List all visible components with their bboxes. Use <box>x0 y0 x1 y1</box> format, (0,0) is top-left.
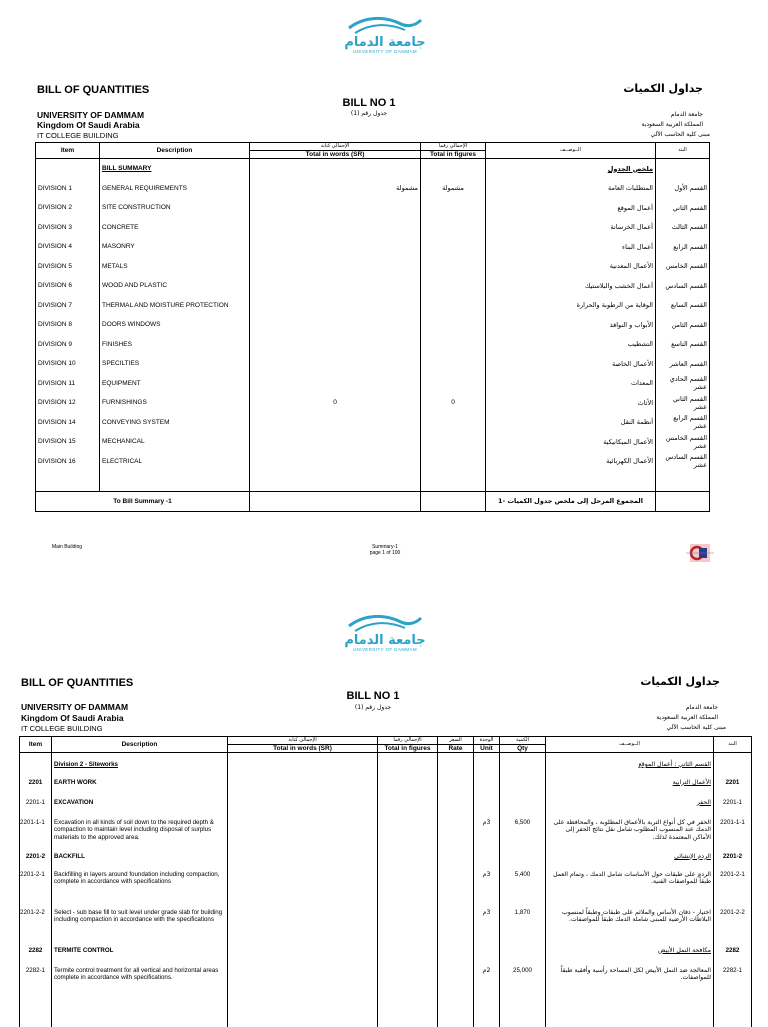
row-words: مشمولة <box>250 179 421 199</box>
row-qty <box>500 941 546 963</box>
row-description-arabic: المعالجة ضد النمل الأبيض لكل المساحة رأسية وأفقية طبقاً للمواصفات. <box>546 963 714 1007</box>
row-description: Backfilling in layers around foundation including compaction, complete in accordance with specifications <box>52 867 228 905</box>
page-title-arabic: جداول الكميات <box>640 675 720 688</box>
row-description: FURNISHINGS <box>100 393 250 413</box>
row-item: DIVISION 16 <box>36 452 100 472</box>
row-figures <box>421 276 486 296</box>
row-words: 0 <box>250 393 421 413</box>
university-logo <box>340 612 430 653</box>
row-item: 2201-2-1 <box>20 867 52 905</box>
row-item-arabic: 2201 <box>714 773 752 793</box>
row-item-arabic: القسم السادس <box>656 276 710 296</box>
page-title: BILL OF QUANTITIES <box>21 677 134 689</box>
row-figures <box>421 335 486 355</box>
row-words <box>250 335 421 355</box>
row-item-arabic: القسم الخامس <box>656 257 710 277</box>
table-row <box>36 432 710 452</box>
row-item: 2201-2-2 <box>20 905 52 941</box>
row-description: TERMITE CONTROL <box>52 941 228 963</box>
row-description: Termite control treatment for all vertical and horizontal areas complete in accordance with specifications. <box>52 963 228 1007</box>
table-row <box>20 753 752 773</box>
row-item: DIVISION 15 <box>36 432 100 452</box>
page-title-arabic: جداول الكميات <box>623 82 703 95</box>
table-row <box>36 452 710 472</box>
header-item: Item <box>36 143 100 159</box>
row-words <box>250 198 421 218</box>
header-words: Total in words (SR) <box>250 151 421 159</box>
header-item: Item <box>20 737 52 753</box>
row-description-arabic: أعمال البناء <box>486 237 656 257</box>
header-rate-arabic: السعر <box>438 737 474 745</box>
row-item-arabic: 2282-1 <box>714 963 752 1007</box>
row-item-arabic: القسم الرابع <box>656 237 710 257</box>
row-description: SPECILTIES <box>100 354 250 374</box>
header-figures-arabic: الإجمالي رقماً <box>421 143 486 151</box>
header-description: Description <box>100 143 250 159</box>
row-words <box>250 237 421 257</box>
row-words <box>250 257 421 277</box>
building-name: IT COLLEGE BUILDING <box>37 131 119 140</box>
row-item: DIVISION 14 <box>36 413 100 433</box>
row-description-arabic: التشطيب <box>486 335 656 355</box>
row-figures: 0 <box>421 393 486 413</box>
footer-summary: Summary-1 <box>372 544 398 550</box>
header-description: Description <box>52 737 228 753</box>
row-description-arabic: الحفر <box>546 793 714 813</box>
table-row <box>36 198 710 218</box>
row-item-arabic: 2201-2-2 <box>714 905 752 941</box>
row-description: EXCAVATION <box>52 793 228 813</box>
row-description: Select - sub base fill to suit level under grade slab for building including compaction in accordance with the specifications <box>52 905 228 941</box>
row-figures <box>421 315 486 335</box>
row-item-arabic: القسم الثاني <box>656 198 710 218</box>
header-words-arabic: الإجمالي كتابة <box>228 737 378 745</box>
building-name: IT COLLEGE BUILDING <box>21 724 103 733</box>
row-item-arabic: القسم الخامس عشر <box>656 432 710 452</box>
row-figures <box>421 432 486 452</box>
row-figures <box>421 354 486 374</box>
row-description-arabic: الأعمال المعدنية <box>486 257 656 277</box>
row-item-arabic: القسم الثاني عشر <box>656 393 710 413</box>
table-row <box>36 237 710 257</box>
row-item: DIVISION 4 <box>36 237 100 257</box>
bill-number: BILL NO 1 <box>346 690 400 702</box>
summary-label: To Bill Summary -1 <box>36 491 250 511</box>
row-unit: 3م <box>474 813 500 849</box>
bill-number-arabic: جدول رقم (1) <box>350 110 388 117</box>
row-item: DIVISION 9 <box>36 335 100 355</box>
header-description-arabic: الــوصــف <box>546 737 714 753</box>
table-row <box>36 159 710 179</box>
row-description: WOOD AND PLASTIC <box>100 276 250 296</box>
row-words <box>250 374 421 394</box>
row-unit <box>474 753 500 773</box>
row-description-arabic: اختيار - دفان الأساس والملائم على طبقات وطبقاً لمنسوب البلاطات الأرضية للمبنى شاملة الدمك طبقاً للمواصفات. <box>546 905 714 941</box>
row-item-arabic: القسم التاسع <box>656 335 710 355</box>
table-row <box>36 315 710 335</box>
row-description-arabic: الأثاث <box>486 393 656 413</box>
row-item-arabic: 2201-2-1 <box>714 867 752 905</box>
university-name: UNIVERSITY OF DAMMAM <box>21 702 129 712</box>
row-item: DIVISION 1 <box>36 179 100 199</box>
row-description-arabic: الأعمال الميكانيكية <box>486 432 656 452</box>
table-row <box>36 374 710 394</box>
table-row <box>36 257 710 277</box>
row-item: DIVISION 10 <box>36 354 100 374</box>
row-unit: 3م <box>474 905 500 941</box>
row-item-arabic: القسم الأول <box>656 179 710 199</box>
row-words <box>250 315 421 335</box>
logo-arabic-text: جامعة الدمام <box>344 633 426 648</box>
logo-arabic-text: جامعة الدمام <box>344 35 426 50</box>
header-description-arabic: الــوصــف <box>486 143 656 159</box>
row-description-arabic: أعمال الموقع <box>486 198 656 218</box>
header-words-arabic: الإجمالي كتابة <box>250 143 421 151</box>
table-header <box>36 143 710 151</box>
table-row <box>36 335 710 355</box>
table-row <box>20 849 752 867</box>
row-figures <box>421 159 486 179</box>
row-description-arabic: مكافحة النمل الأبيض <box>546 941 714 963</box>
header-rate: Rate <box>438 745 474 753</box>
row-description: THERMAL AND MOISTURE PROTECTION <box>100 296 250 316</box>
row-figures <box>421 257 486 277</box>
row-qty: 5,400 <box>500 867 546 905</box>
row-item-arabic: 2282 <box>714 941 752 963</box>
row-description: MASONRY <box>100 237 250 257</box>
row-unit <box>474 773 500 793</box>
university-logo <box>340 14 430 55</box>
row-item: DIVISION 11 <box>36 374 100 394</box>
header-item-arabic: البند <box>714 737 752 753</box>
row-unit: 2م <box>474 963 500 1007</box>
table-row <box>36 179 710 199</box>
row-words <box>250 354 421 374</box>
row-description: FINISHES <box>100 335 250 355</box>
row-description: METALS <box>100 257 250 277</box>
row-description: SITE CONSTRUCTION <box>100 198 250 218</box>
kingdom-name: Kingdom Of Saudi Arabia <box>21 713 124 723</box>
row-description-arabic: الردم على طبقات حول الأساسات شامل الدمك ، وتمام العمل طبقاً للمواصفات الفنية. <box>546 867 714 905</box>
row-description-arabic: أعمال الخرسانة <box>486 218 656 238</box>
row-item-arabic: القسم الثامن <box>656 315 710 335</box>
row-figures: مشمولة <box>421 179 486 199</box>
row-qty <box>500 793 546 813</box>
logo-wave-icon <box>345 612 425 634</box>
university-name-arabic: جامعة الدمام <box>685 704 718 711</box>
row-item-arabic: القسم الرابع عشر <box>656 413 710 433</box>
table-row <box>36 354 710 374</box>
row-item-arabic: القسم العاشر <box>656 354 710 374</box>
page-title: BILL OF QUANTITIES <box>37 84 150 96</box>
header-qty: Qty <box>500 745 546 753</box>
row-qty <box>500 773 546 793</box>
summary-row <box>36 491 710 511</box>
row-qty <box>500 849 546 867</box>
logo-wave-icon <box>345 14 425 36</box>
table-row <box>20 963 752 1007</box>
header-unit-arabic: الوحدة <box>474 737 500 745</box>
summary-label-arabic: المجموع المرحل إلى ملخص جدول الكميات -1 <box>486 491 656 511</box>
table-header <box>20 737 752 745</box>
building-name-arabic: مبنى كلية الحاسب الآلي <box>650 131 710 138</box>
row-figures <box>421 237 486 257</box>
row-unit <box>474 849 500 867</box>
row-figures <box>421 452 486 472</box>
table-row <box>20 813 752 849</box>
row-words <box>250 452 421 472</box>
row-qty: 25,000 <box>500 963 546 1007</box>
row-item: DIVISION 12 <box>36 393 100 413</box>
table-row <box>36 218 710 238</box>
header-qty-arabic: الكمية <box>500 737 546 745</box>
row-description-arabic: الردم الإنشائي <box>546 849 714 867</box>
row-item: DIVISION 2 <box>36 198 100 218</box>
bill-number: BILL NO 1 <box>342 97 396 109</box>
row-item-arabic: 2201-1 <box>714 793 752 813</box>
row-words <box>250 276 421 296</box>
row-figures <box>421 218 486 238</box>
table-row <box>20 773 752 793</box>
row-description: CONCRETE <box>100 218 250 238</box>
row-item-arabic <box>714 753 752 773</box>
table-row <box>20 793 752 813</box>
contractor-logo-icon <box>686 542 714 564</box>
table-row <box>36 413 710 433</box>
row-description-arabic: الوقاية من الرطوبة والحرارة <box>486 296 656 316</box>
row-words <box>250 432 421 452</box>
row-description-arabic: الأبواب و النوافذ <box>486 315 656 335</box>
row-figures <box>421 374 486 394</box>
row-words <box>250 413 421 433</box>
row-words <box>250 296 421 316</box>
table-row <box>36 393 710 413</box>
row-item-arabic <box>656 159 710 179</box>
row-figures <box>421 413 486 433</box>
footer-left: Main Building <box>52 544 83 550</box>
row-description-arabic: الأعمال الخاصة <box>486 354 656 374</box>
row-qty: 1,870 <box>500 905 546 941</box>
university-name-arabic: جامعة الدمام <box>670 111 703 118</box>
row-item: DIVISION 6 <box>36 276 100 296</box>
row-item: 2282-1 <box>20 963 52 1007</box>
bill-summary-table <box>35 142 710 512</box>
row-description: GENERAL REQUIREMENTS <box>100 179 250 199</box>
kingdom-name-arabic: المملكة العربية السعودية <box>641 121 703 128</box>
row-description: MECHANICAL <box>100 432 250 452</box>
row-description: CONVEYING SYSTEM <box>100 413 250 433</box>
row-description-arabic: أعمال الخشب والبلاستيك <box>486 276 656 296</box>
row-item: DIVISION 7 <box>36 296 100 316</box>
row-item-arabic: القسم الحادي عشر <box>656 374 710 394</box>
table-row <box>36 296 710 316</box>
header-figures: Total in figures <box>378 745 438 753</box>
header-words: Total in words (SR) <box>228 745 378 753</box>
row-description: BILL SUMMARY <box>100 159 250 179</box>
row-description: ELECTRICAL <box>100 452 250 472</box>
row-figures <box>421 198 486 218</box>
kingdom-name: Kingdom Of Saudi Arabia <box>37 120 140 130</box>
row-description: EARTH WORK <box>52 773 228 793</box>
row-item: 2201-2 <box>20 849 52 867</box>
kingdom-name-arabic: المملكة العربية السعودية <box>656 714 718 721</box>
logo-english-text: UNIVERSITY OF DAMMAM <box>352 49 418 54</box>
table-row <box>36 276 710 296</box>
row-description-arabic: أنظمة النقل <box>486 413 656 433</box>
row-item: 2201-1-1 <box>20 813 52 849</box>
row-description-arabic: المعدات <box>486 374 656 394</box>
table-row <box>20 867 752 905</box>
row-unit: 3م <box>474 867 500 905</box>
header-item-arabic: البند <box>656 143 710 159</box>
row-item: DIVISION 5 <box>36 257 100 277</box>
row-description-arabic: الأعمال الترابية <box>546 773 714 793</box>
bill-items-table <box>19 736 752 1027</box>
row-unit <box>474 941 500 963</box>
bill-number-arabic: جدول رقم (1) <box>354 704 392 711</box>
row-description: BACKFILL <box>52 849 228 867</box>
row-item-arabic: 2201-1-1 <box>714 813 752 849</box>
university-name: UNIVERSITY OF DAMMAM <box>37 110 145 120</box>
building-name-arabic: مبنى كلية الحاسب الآلي <box>666 724 726 731</box>
row-description: DOORS WINDOWS <box>100 315 250 335</box>
row-item <box>36 159 100 179</box>
header-figures: Total in figures <box>421 151 486 159</box>
row-unit <box>474 793 500 813</box>
row-figures <box>421 296 486 316</box>
row-item: DIVISION 8 <box>36 315 100 335</box>
row-description: Division 2 - Siteworks <box>52 753 228 773</box>
footer-page-number: page 1 of 100 <box>369 550 401 556</box>
header-unit: Unit <box>474 745 500 753</box>
row-item-arabic: القسم السادس عشر <box>656 452 710 472</box>
row-words <box>250 218 421 238</box>
header-figures-arabic: الإجمالي رقماً <box>378 737 438 745</box>
row-description-arabic: الحفر في كل أنواع التربة بالأعماق المطلوبة ، والمحافظة على الدمك عند المنسوب المطلوب شامل نقل نتائج الحفر إلى الأماكن المعتمدة لذلك. <box>546 813 714 849</box>
row-item <box>20 753 52 773</box>
page-2 <box>0 590 768 1024</box>
row-qty <box>500 753 546 773</box>
row-description-arabic: المتطلبات العامة <box>486 179 656 199</box>
row-qty: 6,500 <box>500 813 546 849</box>
row-item-arabic: القسم السابع <box>656 296 710 316</box>
row-description-arabic: القسم الثاني : أعمال الموقع <box>546 753 714 773</box>
table-row <box>20 905 752 941</box>
row-item: DIVISION 3 <box>36 218 100 238</box>
row-words <box>250 159 421 179</box>
table-row <box>20 941 752 963</box>
row-description: EQUIPMENT <box>100 374 250 394</box>
row-item-arabic: القسم الثالث <box>656 218 710 238</box>
row-description-arabic: الأعمال الكهربائية <box>486 452 656 472</box>
row-description-arabic: ملخص الجدول <box>486 159 656 179</box>
row-item-arabic: 2201-2 <box>714 849 752 867</box>
row-item: 2201-1 <box>20 793 52 813</box>
row-item: 2282 <box>20 941 52 963</box>
row-description: Excavation in all kinds of soil down to the required depth & compaction to maintain level including disposal of surplus materials to the approved area. <box>52 813 228 849</box>
logo-english-text: UNIVERSITY OF DAMMAM <box>352 647 418 652</box>
row-item: 2201 <box>20 773 52 793</box>
